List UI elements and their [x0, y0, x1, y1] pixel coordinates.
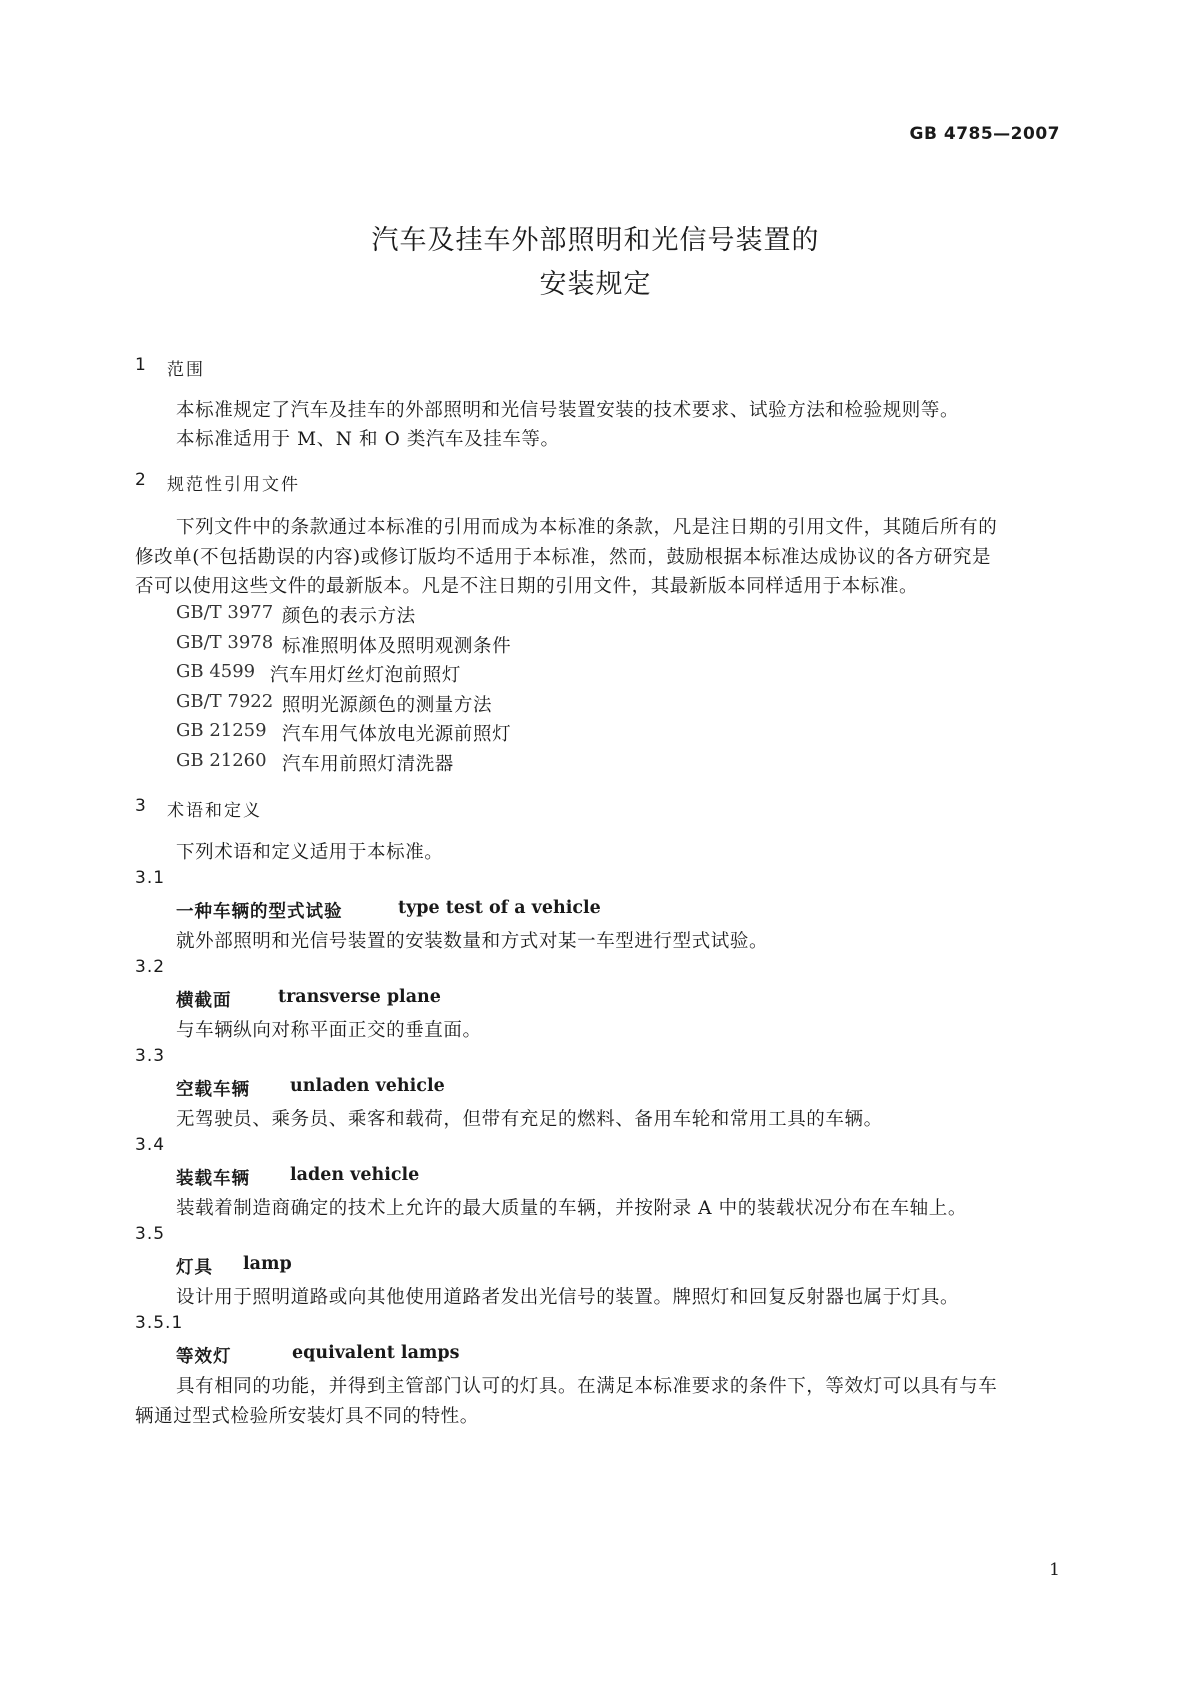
- reference-title: 汽车用灯丝灯泡前照灯: [270, 665, 462, 686]
- reference-title: 标准照明体及照明观测条件: [282, 636, 512, 657]
- section-2-number: 2: [135, 470, 146, 490]
- term-chinese: 一种车辆的型式试验: [176, 902, 343, 922]
- term-chinese: 灯具: [176, 1258, 213, 1278]
- clause-number: 3.1: [135, 868, 166, 888]
- clause-number: 3.5: [135, 1224, 166, 1244]
- term-chinese: 装载车辆: [176, 1169, 250, 1189]
- term-definition: 设计用于照明道路或向其他使用道路者发出光信号的装置。牌照灯和回复反射器也属于灯具。: [176, 1287, 960, 1308]
- section-3-intro: 下列术语和定义适用于本标准。: [176, 842, 444, 863]
- term-english: transverse plane: [278, 987, 441, 1007]
- section-3-title: 术语和定义: [167, 801, 262, 821]
- document-title-line-2: 安装规定: [539, 269, 652, 300]
- term-definition: 装载着制造商确定的技术上允许的最大质量的车辆，并按附录 A 中的装载状况分布在车轴上。: [176, 1198, 967, 1219]
- term-definition: 就外部照明和光信号装置的安装数量和方式对某一车型进行型式试验。: [176, 931, 769, 952]
- term-chinese: 等效灯: [176, 1347, 232, 1367]
- standard-code: GB 4785—2007: [909, 124, 1060, 144]
- term-english: unladen vehicle: [290, 1076, 445, 1096]
- term-definition-continued: 辆通过型式检验所安装灯具不同的特性。: [135, 1406, 479, 1427]
- reference-code: GB/T 3977: [176, 602, 274, 623]
- term-chinese: 横截面: [176, 991, 232, 1011]
- document-title-line-1: 汽车及挂车外部照明和光信号装置的: [371, 225, 820, 256]
- section-2-paragraph-line-3: 否可以使用这些文件的最新版本。凡是不注日期的引用文件，其最新版本同样适用于本标准。: [135, 576, 919, 597]
- section-1-paragraph-1: 本标准规定了汽车及挂车的外部照明和光信号装置安装的技术要求、试验方法和检验规则等。: [176, 400, 960, 421]
- reference-title: 汽车用气体放电光源前照灯: [282, 724, 512, 745]
- reference-code: GB/T 7922: [176, 691, 274, 712]
- section-3-number: 3: [135, 796, 146, 816]
- clause-number: 3.4: [135, 1135, 166, 1155]
- section-1-title: 范围: [167, 360, 205, 380]
- section-2-paragraph-line-1: 下列文件中的条款通过本标准的引用而成为本标准的条款，凡是注日期的引用文件，其随后所有的: [176, 517, 998, 538]
- term-english: equivalent lamps: [292, 1343, 460, 1363]
- page-number: 1: [1049, 1560, 1060, 1580]
- term-definition: 具有相同的功能，并得到主管部门认可的灯具。在满足本标准要求的条件下，等效灯可以具有与车: [176, 1376, 998, 1397]
- term-english: type test of a vehicle: [398, 898, 601, 918]
- reference-title: 汽车用前照灯清洗器: [282, 754, 454, 775]
- reference-code: GB 4599: [176, 661, 256, 682]
- section-2-paragraph-line-2: 修改单(不包括勘误的内容)或修订版均不适用于本标准，然而，鼓励根据本标准达成协议的各方研究是: [135, 547, 992, 568]
- term-english: lamp: [243, 1254, 292, 1274]
- reference-code: GB 21259: [176, 720, 267, 741]
- term-definition: 无驾驶员、乘务员、乘客和载荷，但带有充足的燃料、备用车轮和常用工具的车辆。: [176, 1109, 883, 1130]
- reference-code: GB 21260: [176, 750, 267, 771]
- term-chinese: 空载车辆: [176, 1080, 250, 1100]
- reference-title: 照明光源颜色的测量方法: [282, 695, 493, 716]
- reference-code: GB/T 3978: [176, 632, 274, 653]
- clause-number: 3.2: [135, 957, 166, 977]
- section-1-number: 1: [135, 355, 146, 375]
- reference-title: 颜色的表示方法: [282, 606, 416, 627]
- term-definition: 与车辆纵向对称平面正交的垂直面。: [176, 1020, 482, 1041]
- term-english: laden vehicle: [290, 1165, 420, 1185]
- clause-number: 3.5.1: [135, 1313, 184, 1333]
- clause-number: 3.3: [135, 1046, 166, 1066]
- section-1-paragraph-2: 本标准适用于 M、N 和 O 类汽车及挂车等。: [176, 429, 560, 450]
- section-2-title: 规范性引用文件: [167, 475, 300, 495]
